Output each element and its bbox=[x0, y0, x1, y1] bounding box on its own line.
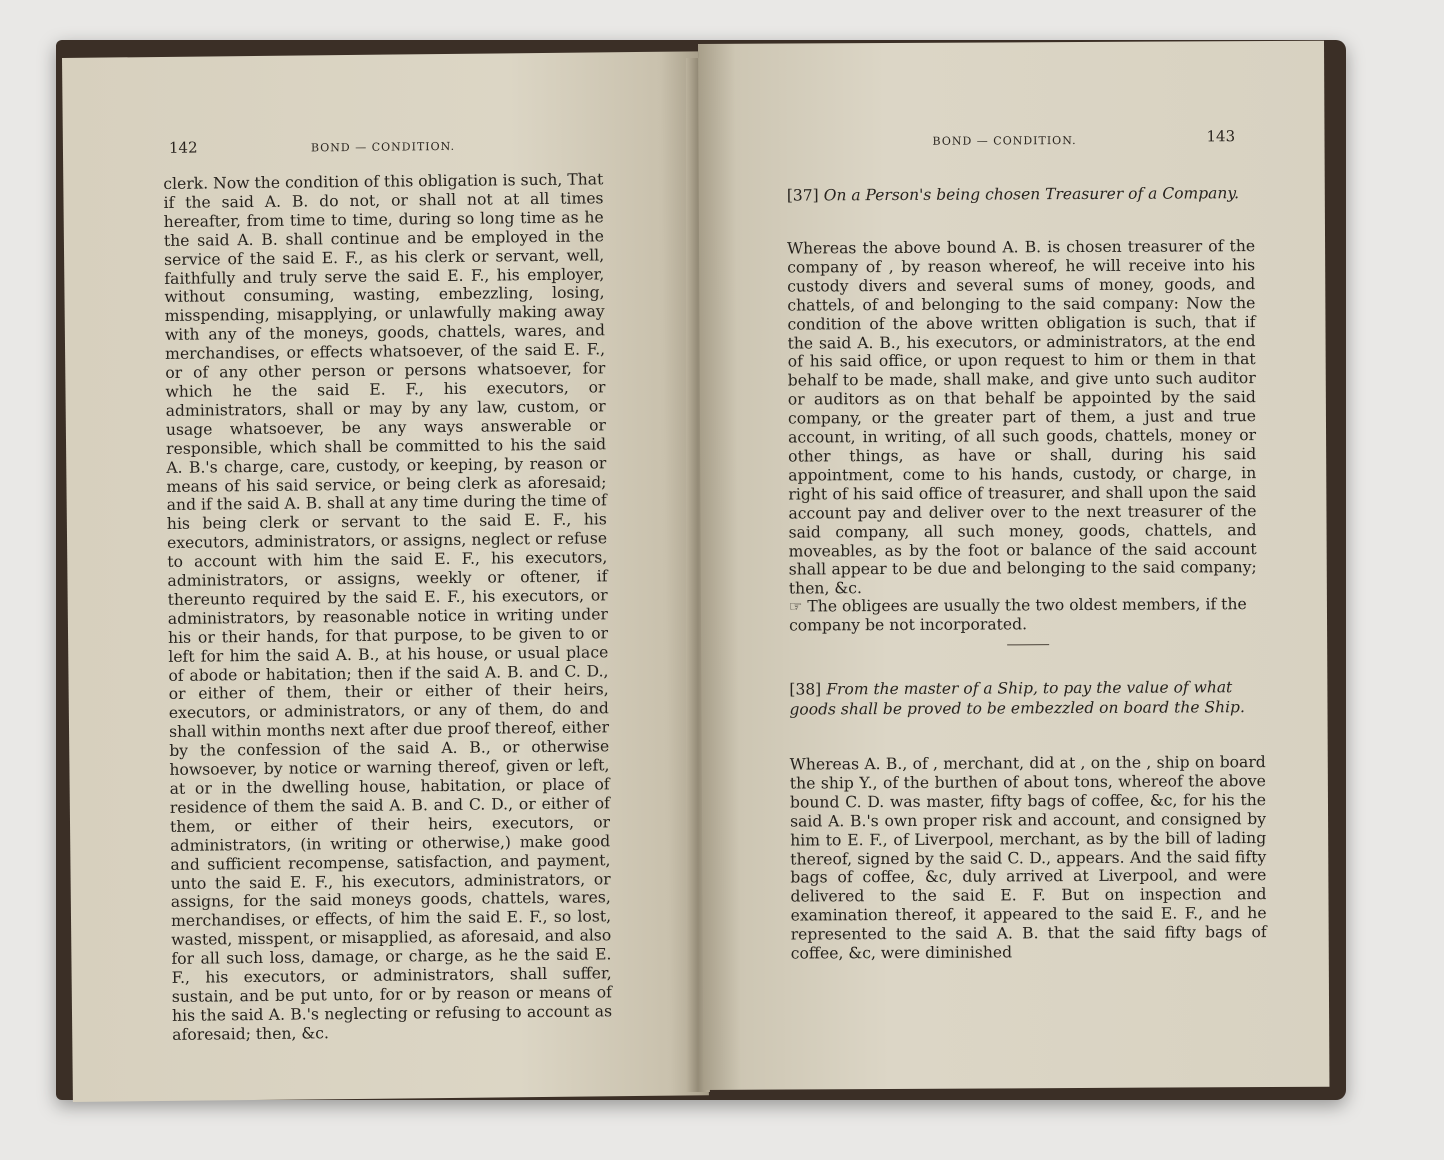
entry-title: On a Person's being chosen Treasurer of a Company. bbox=[823, 184, 1240, 205]
entry-37-body: Whereas the above bound A. B. is chosen treasurer of the company of , by reason whereof, he will receive into his custody divers and several sums of money, goods, and chattels, of and belonging to the said company: Now the condition of the above written obligation is such, that if the said A. B., his executors, or administrators, at the end of his said office, or upon request to him or them in that behalf to be made, shall make, and give unto such auditor or auditors as on that behalf be appointed by the said company, or the greater part of them, a just and true account, in writing, of all such goods, chattels, money or other things, as have or shall, during his said appointment, come to his hands, custody, or charge, in right of his said office of treasurer, and shall upon the said account pay and deliver over to the next treasurer of the said company, all such money, goods, chattels, and moveables, as by the foot or balance of the said account shall appear to be due and belonging to the said company; then, &c. bbox=[787, 237, 1257, 598]
entry-37-heading bbox=[787, 183, 1257, 204]
right-page bbox=[698, 41, 1329, 1090]
entry-title: From the master of a Ship, to pay the value of what goods shall be proved to be embezzled on board the Ship. bbox=[789, 678, 1245, 719]
entry-37-note bbox=[789, 595, 1259, 635]
left-page bbox=[62, 51, 709, 1102]
entry-number: [37] bbox=[786, 186, 819, 205]
note-text: The obligees are usually the two oldest members, if the company be not incorporated. bbox=[788, 595, 1247, 635]
page-number: 143 bbox=[1206, 127, 1236, 146]
body-text: clerk. Now the condition of this obligation is such, That if the said A. B. do not, or shall not at all times hereafter, from time to time, during so long time as he the said A. B. shall continue and be employed in the service of the said E. F., as his clerk or servant, well, faithfully and truly serve the said E. F., his employer, without consuming, wasting, embezzling, losing, misspending, misapplying, or unlawfully making away with any of the moneys, goods, chattels, wares, and merchandises, or effects whatsoever, of the said E. F., or of any other person or persons whatsoever, for which he the said E. F., his executors, or administrators, shall or may by any law, custom, or usage whatsoever, be any ways answerable or responsible, which shall be committed to his the said A. B.'s charge, care, custody, or keeping, by reason or means of his said service, or being clerk as aforesaid; and if the said A. B. shall at any time during the time of his being clerk or servant to the said E. F., his executors, administrators, or assigns, neglect or refuse to account with him the said E. F., his executors, administrators, or assigns, weekly or oftener, if thereunto required by the said E. F., his executors, or administrators, by reasonable notice in writing under his or their hands, for that purpose, to be given to or left for him the said A. B., at his house, or usual place of abode or habitation; then if the said A. B. and C. D., or either of them, their or either of their heirs, executors, or administrators, or any of them, do and shall within months next after due proof thereof, either by the confession of the said A. B., or otherwise howsoever, by notice or warning thereof, given or left, at or in the dwelling house, habitation, or place of residence of them the said A. B. and C. D., or either of them, or either of their heirs, executors, or administrators, (in writing or otherwise,) make good and sufficient recompense, satisfaction, and payment, unto the said E. F., his executors, administrators, or assigns, for the said moneys goods, chattels, wares, merchandises, or effects, of him the said E. F., so lost, wasted, misspent, or misapplied, as aforesaid, and also for all such loss, damage, or charge, as he the said E. F., his executors, or administrators, shall suffer, sustain, and be put unto, for or by reason or means of his the said A. B.'s neglecting or refusing to account as aforesaid; then, &c. bbox=[163, 170, 613, 1044]
running-head: BOND — CONDITION. bbox=[310, 139, 456, 155]
page-number: 142 bbox=[168, 138, 198, 157]
pointing-hand-icon: ☞ bbox=[788, 597, 803, 616]
entry-38-heading bbox=[789, 677, 1259, 719]
running-head: BOND — CONDITION. bbox=[932, 134, 1077, 148]
entry-number: [38] bbox=[789, 680, 822, 699]
section-divider bbox=[1007, 644, 1049, 645]
entry-38-body: Whereas A. B., of , merchant, did at , on the , ship on board the ship Y., of the burthen of about tons, whereof the above bound C. D. was master, fifty bags of coffee, &c, for his the said A. B.'s own proper risk and account, and consigned by him to E. F., of Liverpool, merchant, as by the bill of lading thereof, signed by the said C. D., appears. And the said fifty bags of coffee, &c, duly arrived at Liverpool, and were delivered to the said E. F. But on inspection and examination thereof, it appeared to the said E. F., and he represented to the said A. B. that the said fifty bags of coffee, &c, were diminished bbox=[789, 753, 1267, 963]
